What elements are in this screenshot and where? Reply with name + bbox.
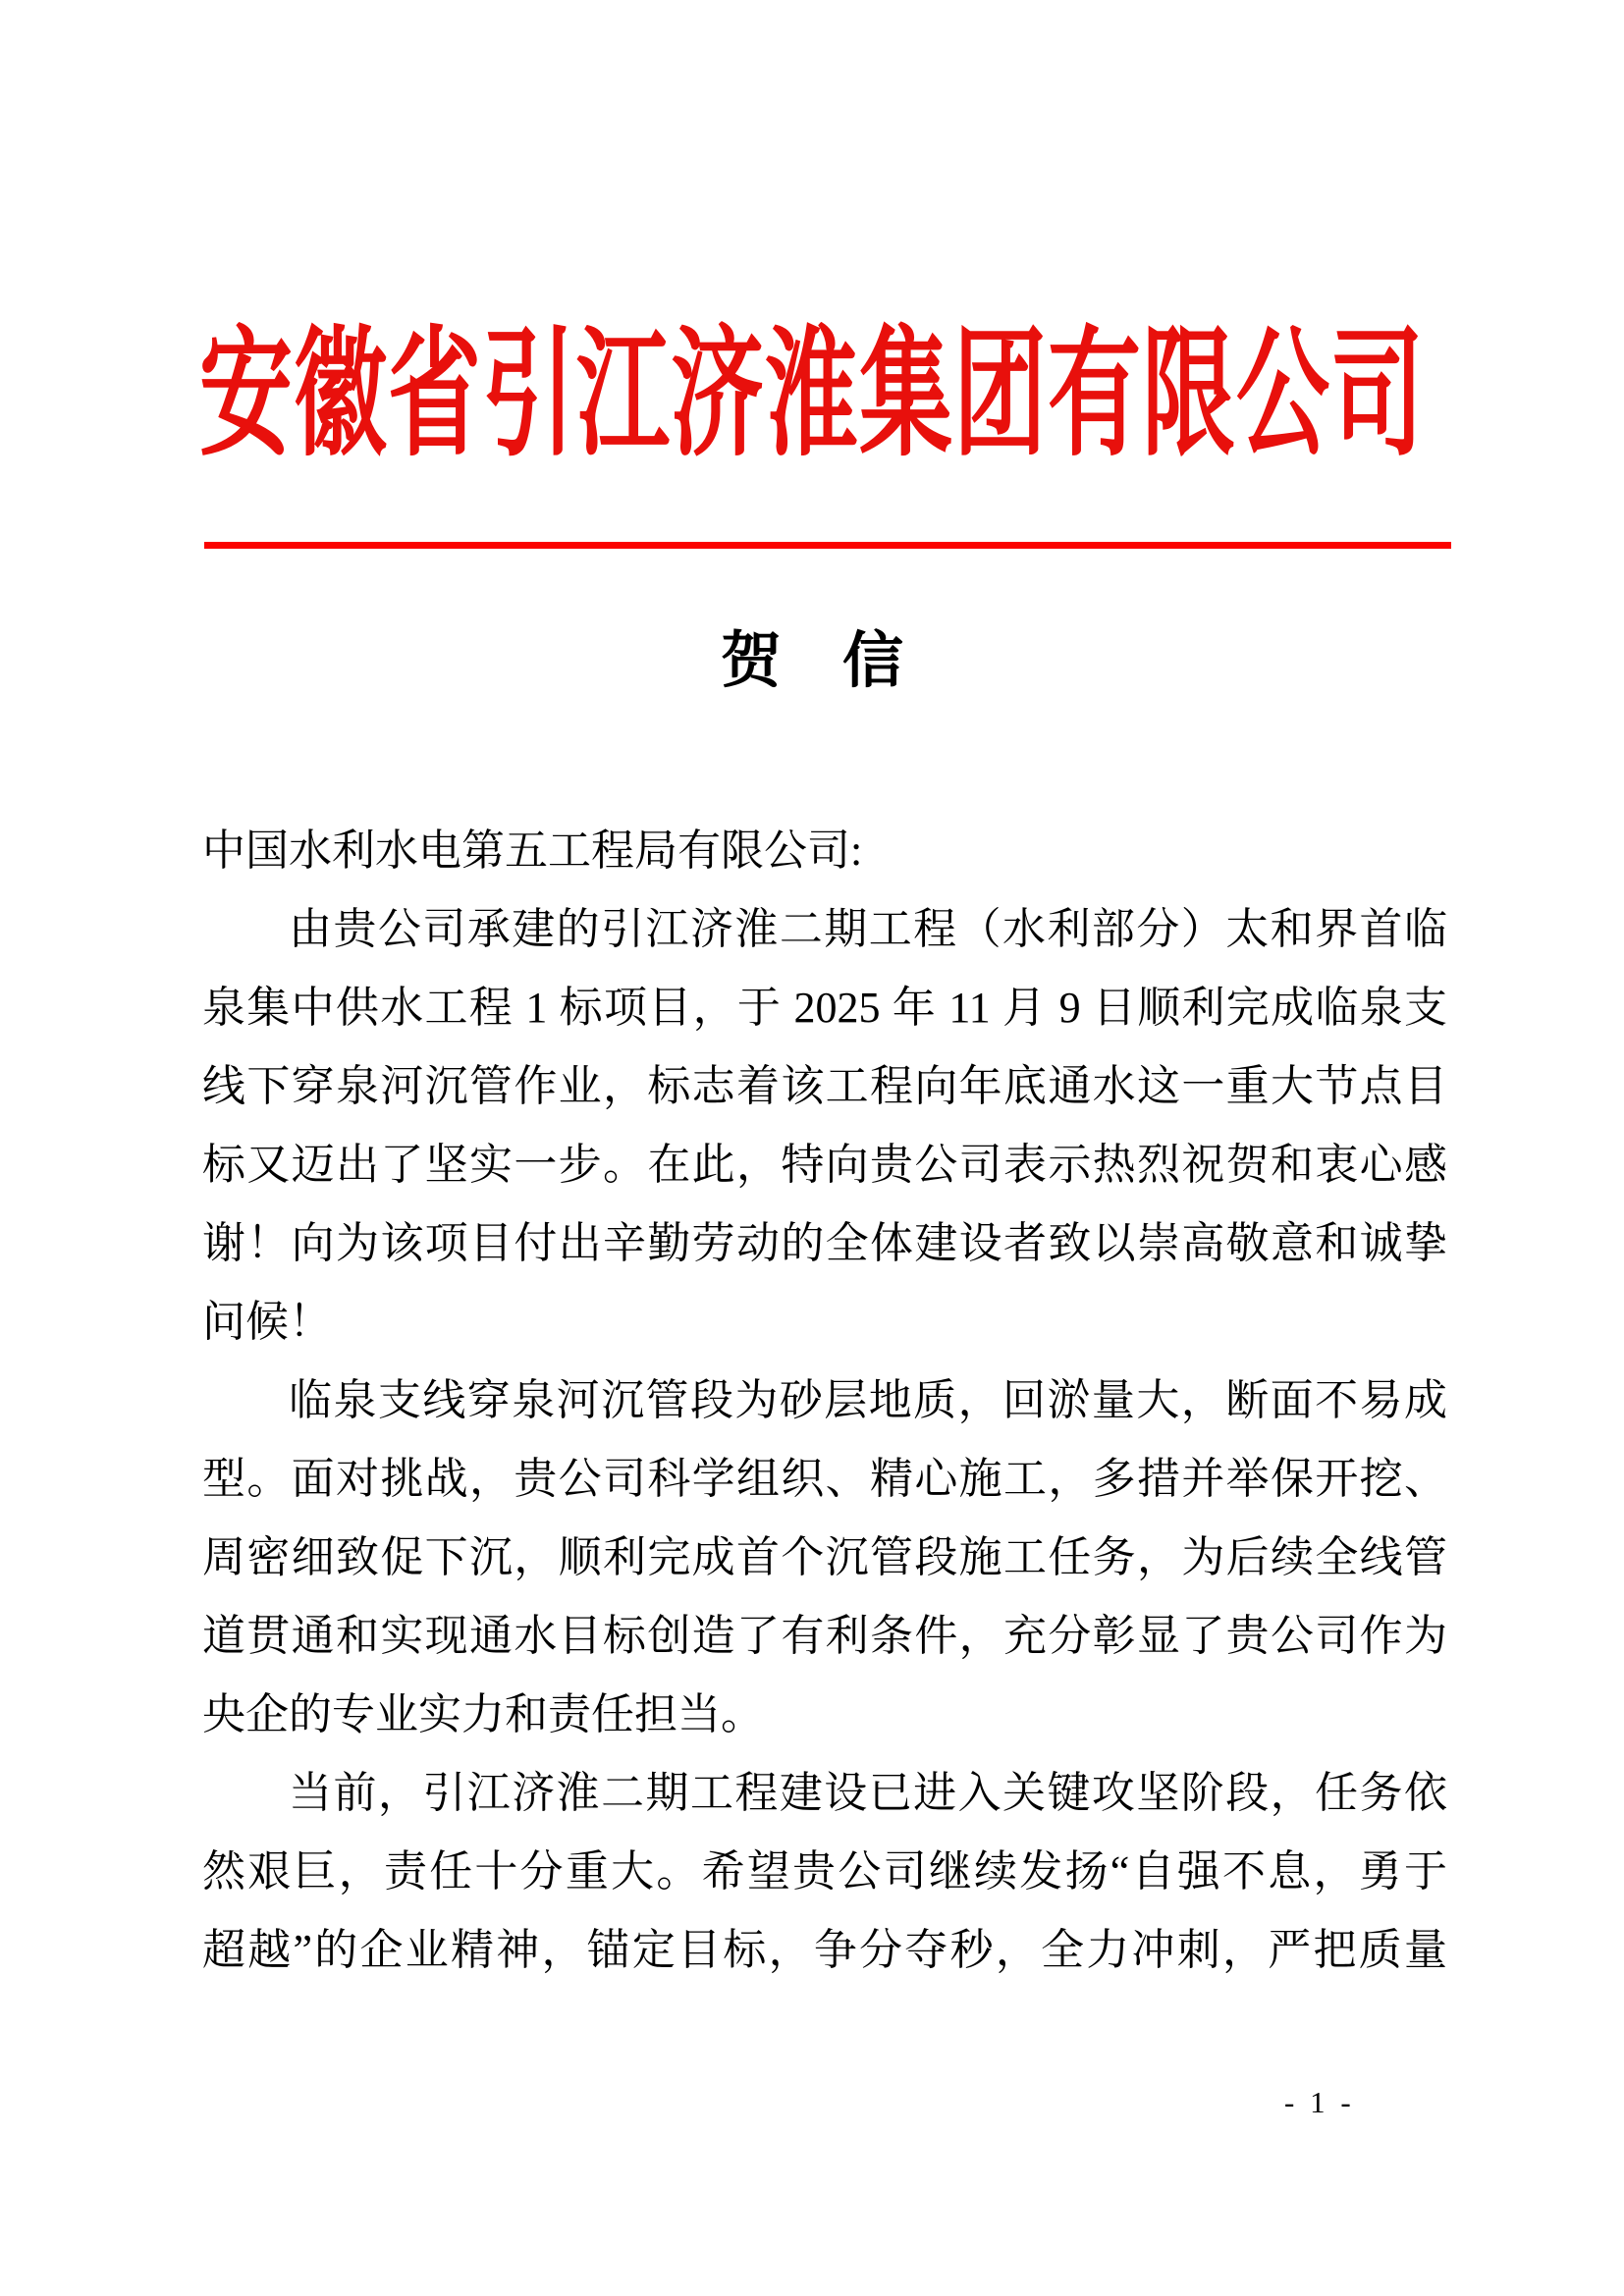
body-line: 问候！ [202,1298,332,1346]
body-line: 临泉支线穿泉河沉管段为砂层地质，回淤量大，断面不易成 [289,1376,1447,1424]
body-line: 标又迈出了坚实一步。在此，特向贵公司表示热烈祝贺和衷心感 [202,1141,1447,1189]
body-line: 超越”的企业精神，锚定目标，争分夺秒，全力冲刺，严把质量 [202,1926,1447,1974]
letter-body [202,812,1447,1990]
paragraphs-container [202,890,1447,1990]
salutation: 中国水利水电第五工程局有限公司: [202,827,863,875]
body-line: 泉集中供水工程 1 标项目，于 2025 年 11 月 9 日顺利完成临泉支 [202,984,1447,1032]
body-line: 然艰巨，责任十分重大。希望贵公司继续发扬“自强不息，勇于 [202,1847,1447,1896]
body-line: 线下穿泉河沉管作业，标志着该工程向年底通水这一重大节点目 [202,1062,1447,1110]
body-line: 当前，引江济淮二期工程建设已进入关键攻坚阶段，任务依 [289,1769,1447,1817]
page-number: - 1 - [1284,2085,1355,2119]
body-line: 谢！向为该项目付出辛勤劳动的全体建设者致以崇高敬意和诚挚 [202,1219,1447,1267]
letterhead-rule [204,542,1451,549]
body-line: 周密细致促下沉，顺利完成首个沉管段施工任务，为后续全线管 [202,1533,1447,1581]
body-line: 道贯通和实现通水目标创造了有利条件，充分彰显了贵公司作为 [202,1612,1447,1660]
body-line: 由贵公司承建的引江济淮二期工程（水利部分）太和界首临 [289,905,1447,953]
body-line: 型。面对挑战，贵公司科学组织、精心施工，多措并举保开挖、 [202,1455,1447,1503]
letterhead-company-name: 安徽省引江济淮集团有限公司 [198,317,1425,473]
letter-title: 贺 信 [720,628,903,695]
body-line: 央企的专业实力和责任担当。 [202,1690,764,1738]
